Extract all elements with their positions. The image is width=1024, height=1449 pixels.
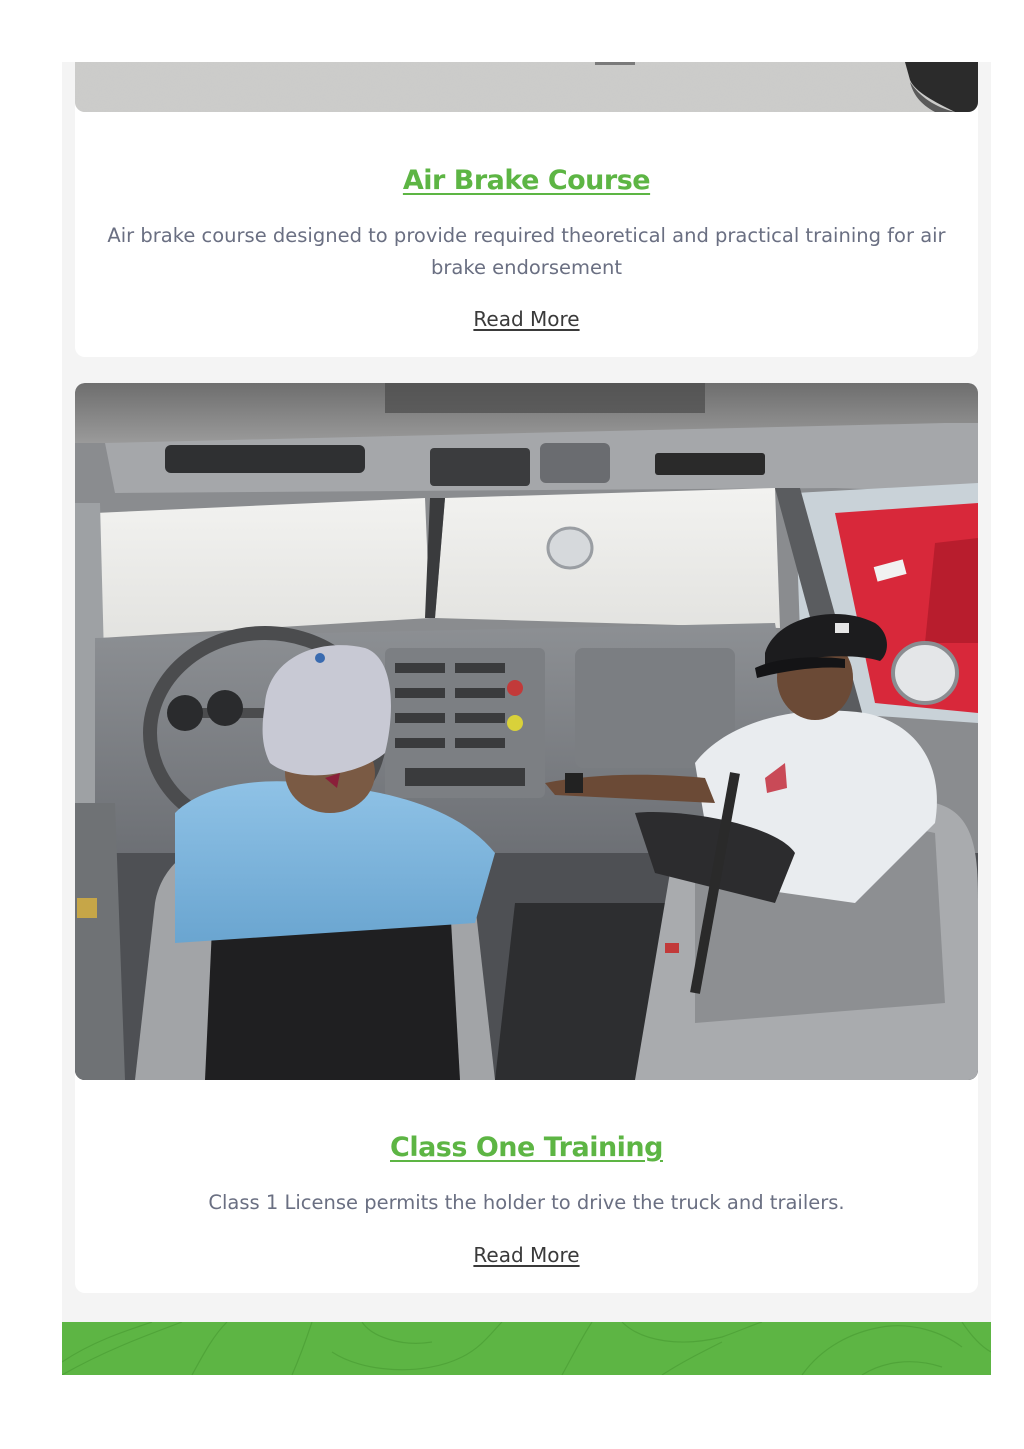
course-image-air-brake[interactable] [75, 62, 978, 112]
read-more-link[interactable]: Read More [473, 1243, 580, 1267]
topographic-pattern [62, 1322, 991, 1375]
course-description: Class 1 License permits the holder to drive the truck and trailers. [208, 1191, 845, 1214]
course-image-class-one[interactable] [75, 383, 978, 1080]
course-description: Air brake course designed to provide required theoretical and practical training for air brake endorsement [107, 224, 946, 279]
read-more-link[interactable]: Read More [473, 307, 580, 331]
course-title-link[interactable]: Air Brake Course [402, 165, 651, 196]
course-card-class-one [75, 383, 978, 1293]
footer-band [62, 1322, 991, 1375]
course-title-link[interactable]: Class One Training [390, 1132, 663, 1163]
course-card-air-brake [75, 62, 978, 357]
